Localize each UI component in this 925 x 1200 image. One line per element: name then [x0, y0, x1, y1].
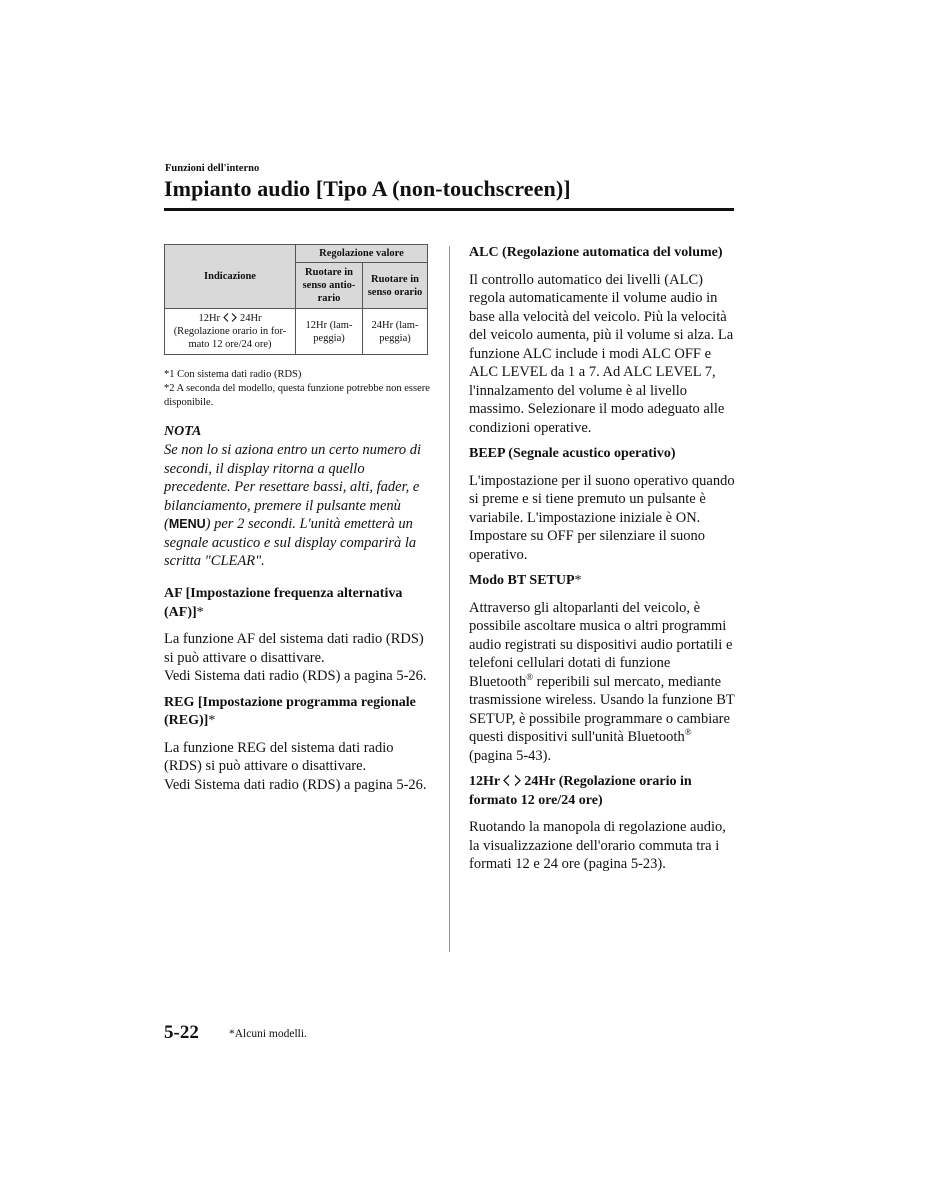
note-body: [164, 441, 430, 571]
bt-body: Attraverso gli altoparlanti del veicolo, è possibile ascoltare musica o altri programmi audio registrati su dispositivi audio portatili e telefoni cellulari dotati di funzione Bluetooth® reperibili sul mercato, mediante trasmissione wireless. Usando la funzione BT SETUP, è possibile programmare o cambiare questi dispositivi sull'unità Bluetooth® (pagina 5-43).: [469, 599, 735, 764]
indication-description: (Regolazione orario in for-mato 12 ore/24 ore): [173, 326, 287, 350]
chevron-right-icon: [231, 313, 237, 322]
clock-heading: [469, 773, 737, 810]
alc-heading: ALC (Regolazione automatica del volume): [469, 245, 723, 260]
footnote-2: *2 A seconda del modello, questa funzione potrebbe non essere disponibile.: [164, 383, 430, 408]
table-row: [165, 309, 428, 355]
header-indication: Indicazione: [165, 245, 296, 309]
menu-key-label: MENU: [168, 517, 206, 531]
indication-12hr: 12Hr: [198, 313, 221, 324]
clock-body: Ruotando la manopola di regolazione audio, la visualizzazione dell'orario commuta tra i formati 12 e 24 ore (pagina 5-23).: [469, 819, 726, 872]
settings-table: [164, 244, 428, 355]
header-value-adjust: Regolazione valore: [296, 245, 428, 263]
chevron-left-icon: [503, 775, 510, 786]
indication-24hr: 24Hr: [239, 313, 262, 324]
af-heading: AF [Impostazione frequenza alternativa (AF)]*: [164, 586, 403, 620]
clock-24hr: 24Hr (Regolazione orario in formato 12 ore/24 ore): [469, 774, 692, 808]
clock-12hr: 12Hr: [469, 774, 500, 789]
chevron-right-icon: [514, 775, 521, 786]
title-rule: [164, 208, 734, 211]
note-text-after: ) per 2 secondi. L'unità emetterà un segnale acustico e sul display comparirà la scritta "CLEAR".: [164, 516, 417, 569]
cell-ccw: 12Hr (lam-peggia): [296, 309, 363, 355]
header-cw: Ruotare in senso orario: [363, 263, 428, 309]
bt-heading: Modo BT SETUP*: [469, 573, 582, 588]
table-footnotes: [164, 368, 430, 410]
page-number: 5-22: [164, 1022, 199, 1043]
column-divider: [449, 246, 450, 952]
af-body: La funzione AF del sistema dati radio (RDS) si può attivare o disattivare.: [164, 631, 424, 666]
section-label: Funzioni dell'interno: [165, 163, 260, 174]
footnote-1: *1 Con sistema dati radio (RDS): [164, 369, 302, 380]
right-column: [469, 244, 737, 874]
table-header-row: [165, 245, 428, 263]
note-text-before: Se non lo si aziona entro un certo numero di secondi, il display ritorna a quello precedente. Per resettare bassi, alti, fader, e bilanciamento, premere il pulsante menù (: [164, 442, 422, 532]
beep-heading: BEEP (Segnale acustico operativo): [469, 446, 676, 461]
af-reference: Vedi Sistema dati radio (RDS) a pagina 5-26.: [164, 668, 427, 684]
note-title: NOTA: [164, 424, 202, 439]
cell-cw: 24Hr (lam-peggia): [363, 309, 428, 355]
beep-body: L'impostazione per il suono operativo quando si preme e si tiene premuto un pulsante è variabile. L'impostazione iniziale è ON. Impostare su OFF per silenziare il suono operativo.: [469, 472, 735, 563]
page-title: Impianto audio [Tipo A (non-touchscreen)]: [164, 176, 571, 201]
registered-mark: ®: [526, 671, 534, 682]
models-note: *Alcuni modelli.: [229, 1028, 307, 1040]
reg-reference: Vedi Sistema dati radio (RDS) a pagina 5-26.: [164, 776, 427, 793]
reg-body: La funzione REG del sistema dati radio (RDS) si può attivare o disattivare.: [164, 739, 394, 774]
header-ccw: Ruotare in senso antio-rario: [296, 263, 363, 309]
cell-indication: [165, 309, 296, 355]
alc-body: Il controllo automatico dei livelli (ALC) regola automaticamente il volume audio in base alla velocità del veicolo. Più la velocità del veicolo aumenta, più il volume si alza. La funzione ALC include i modi ALC OFF e ALC LEVEL da 1 a 7. Ad ALC LEVEL 7, l'innalzamento del volume è al livello massimo. Selezionare il modo adeguato alle condizioni operative.: [469, 271, 734, 436]
reg-heading: REG [Impostazione programma regionale (REG)]*: [164, 694, 416, 728]
left-column: [164, 244, 430, 794]
registered-mark: ®: [684, 727, 692, 738]
chevron-left-icon: [223, 313, 229, 322]
